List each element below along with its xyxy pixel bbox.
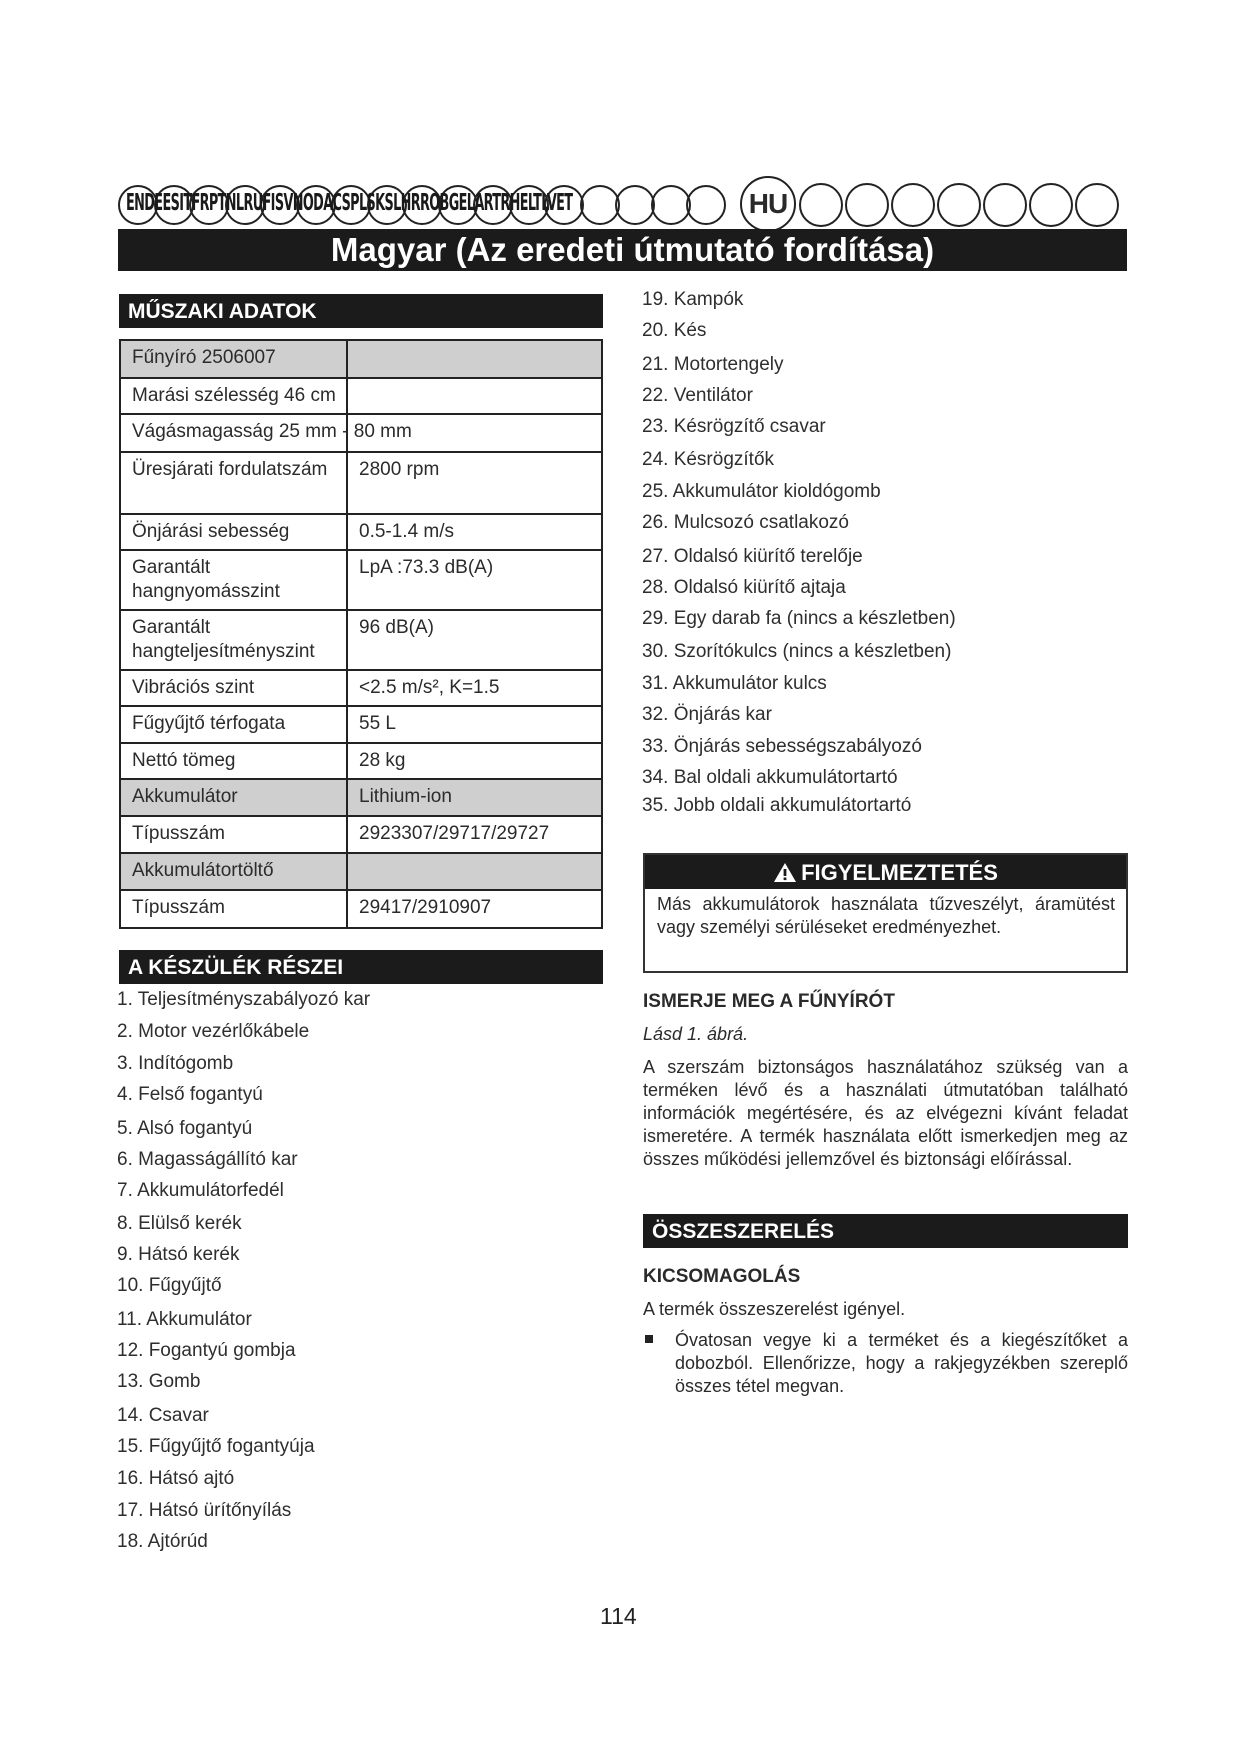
- spec-value: LpA :73.3 dB(A): [347, 550, 602, 610]
- list-item: 18. Ajtórúd: [117, 1531, 208, 1552]
- spec-value: [347, 378, 602, 414]
- list-item: 2. Motor vezérlőkábele: [117, 1021, 310, 1042]
- spec-label: Akkumulátortöltő: [120, 853, 347, 890]
- list-item: 17. Hátsó ürítőnyílás: [117, 1500, 292, 1521]
- spec-value: [347, 340, 602, 378]
- language-codes: ENDEESITFRPTNLRUFISVNODACSPLSKSLHRROBGELARTRHELTLVET: [126, 190, 573, 216]
- list-item: 26. Mulcsozó csatlakozó: [642, 512, 849, 533]
- list-item: 9. Hátsó kerék: [117, 1244, 240, 1265]
- list-item: 27. Oldalsó kiürítő terelője: [642, 546, 863, 567]
- language-circle: [651, 185, 691, 225]
- spec-row: [120, 890, 602, 928]
- warning-triangle-icon: [773, 862, 797, 883]
- list-item: 35. Jobb oldali akkumulátortartó: [642, 795, 912, 816]
- figure-reference: Lásd 1. ábrá.: [643, 1024, 749, 1044]
- spec-row: [120, 670, 602, 706]
- bullet-icon: [645, 1335, 653, 1343]
- language-bar: [118, 177, 1128, 229]
- list-item: 23. Késrögzítő csavar: [642, 416, 826, 437]
- spec-label: Önjárási sebesség: [120, 514, 347, 550]
- list-item: 19. Kampók: [642, 289, 744, 310]
- language-circle: [937, 183, 981, 227]
- spec-row: [120, 378, 602, 414]
- spec-value: 0.5-1.4 m/s: [347, 514, 602, 550]
- spec-value: 29417/2910907: [347, 890, 602, 928]
- spec-table: [119, 339, 603, 929]
- list-item: 33. Önjárás sebességszabályozó: [642, 736, 922, 757]
- spec-label: Garantált hangteljesítményszint: [120, 610, 347, 670]
- spec-row: [120, 816, 602, 853]
- spec-value: 28 kg: [347, 743, 602, 779]
- list-item: 24. Késrögzítők: [642, 449, 775, 470]
- spec-row: [120, 853, 602, 890]
- spec-value: Lithium-ion: [347, 779, 602, 816]
- spec-row: [120, 706, 602, 743]
- spec-row: [120, 414, 602, 452]
- know-mower-text: A szerszám biztonságos használatához szükség van a terméken lévő és a használati útmutatóban található információk megértésére, és az elvégezni kívánt feladat ismeretére. A termék használata előtt ismerkedjen meg az összes működési jellemzővel és biztonsági előírással.: [643, 1057, 1128, 1169]
- list-item: 4. Felső fogantyú: [117, 1084, 263, 1105]
- parts-heading: A KÉSZÜLÉK RÉSZEI: [119, 950, 603, 984]
- list-item: 29. Egy darab fa (nincs a készletben): [642, 608, 956, 629]
- list-item: 21. Motortengely: [642, 354, 784, 375]
- spec-value: <2.5 m/s², K=1.5: [347, 670, 602, 706]
- spec-value: 2923307/29717/29727: [347, 816, 602, 853]
- list-item: 10. Fűgyűjtő: [117, 1275, 222, 1296]
- list-item: 5. Alsó fogantyú: [117, 1118, 253, 1139]
- list-item: 7. Akkumulátorfedél: [117, 1180, 284, 1201]
- spec-value: [347, 853, 602, 890]
- list-item: 32. Önjárás kar: [642, 704, 772, 725]
- list-item: 30. Szorítókulcs (nincs a készletben): [642, 641, 952, 662]
- spec-label: Vibrációs szint: [120, 670, 347, 706]
- page-number: 114: [600, 1603, 637, 1629]
- warning-title: FIGYELMEZTETÉS: [801, 860, 998, 885]
- language-circle: [615, 185, 655, 225]
- language-active-hu: HU: [740, 176, 796, 232]
- list-item: 28. Oldalsó kiürítő ajtaja: [642, 577, 846, 598]
- warning-header: [645, 855, 1126, 889]
- warning-box: [643, 853, 1128, 973]
- language-circle: [891, 183, 935, 227]
- language-circle: [686, 185, 726, 225]
- spec-row: [120, 743, 602, 779]
- spec-label: Akkumulátor: [120, 779, 347, 816]
- list-item: 25. Akkumulátor kioldógomb: [642, 481, 881, 502]
- list-item: 1. Teljesítményszabályozó kar: [117, 989, 371, 1010]
- unpacking-heading: KICSOMAGOLÁS: [643, 1266, 801, 1287]
- language-circle: [983, 183, 1027, 227]
- spec-label: Garantált hangnyomásszint: [120, 550, 347, 610]
- list-item: 34. Bal oldali akkumulátortartó: [642, 767, 898, 788]
- spec-value: 2800 rpm: [347, 452, 602, 514]
- assembly-heading: ÖSSZESZERELÉS: [643, 1214, 1128, 1248]
- spec-label: Fűnyíró 2506007: [120, 340, 347, 378]
- spec-value: 96 dB(A): [347, 610, 602, 670]
- list-item: 3. Indítógomb: [117, 1053, 234, 1074]
- spec-row: [120, 779, 602, 816]
- list-item: 31. Akkumulátor kulcs: [642, 673, 827, 694]
- spec-label: Marási szélesség 46 cm: [120, 378, 347, 414]
- spec-label: Üresjárati fordulatszám: [120, 452, 347, 514]
- list-item: 11. Akkumulátor: [117, 1309, 252, 1330]
- spec-row: [120, 514, 602, 550]
- language-circle: [580, 185, 620, 225]
- spec-row: [120, 340, 602, 378]
- list-item: 20. Kés: [642, 320, 707, 341]
- spec-row: [120, 452, 602, 514]
- list-item: 12. Fogantyú gombja: [117, 1340, 296, 1361]
- list-item: 15. Fűgyűjtő fogantyúja: [117, 1436, 315, 1457]
- spec-label: Vágásmagasság 25 mm - 80 mm: [120, 414, 347, 452]
- list-item: 14. Csavar: [117, 1405, 209, 1426]
- list-item: 22. Ventilátor: [642, 385, 753, 406]
- spec-label: Fűgyűjtő térfogata: [120, 706, 347, 743]
- list-item: 13. Gomb: [117, 1371, 201, 1392]
- spec-label: Nettó tömeg: [120, 743, 347, 779]
- spec-label: Típusszám: [120, 816, 347, 853]
- assembly-bullet-text: Óvatosan vegye ki a terméket és a kiegészítőket a dobozból. Ellenőrizze, hogy a rakjegyzékben szereplő összes tétel megvan.: [675, 1330, 1128, 1396]
- list-item: 6. Magasságállító kar: [117, 1149, 298, 1170]
- assembly-intro: A termék összeszerelést igényel.: [643, 1299, 906, 1319]
- language-circle: [845, 183, 889, 227]
- spec-row: [120, 610, 602, 670]
- spec-label: Típusszám: [120, 890, 347, 928]
- technical-data-heading: MŰSZAKI ADATOK: [119, 294, 603, 328]
- language-circle: [799, 183, 843, 227]
- page-title: Magyar (Az eredeti útmutató fordítása): [118, 229, 1127, 271]
- warning-text: Más akkumulátorok használata tűzveszélyt, áramütést vagy személyi sérüléseket eredményezhet.: [657, 894, 1115, 937]
- know-mower-heading: ISMERJE MEG A FŰNYÍRÓT: [643, 991, 895, 1012]
- list-item: 16. Hátsó ajtó: [117, 1468, 235, 1489]
- list-item: 8. Elülső kerék: [117, 1213, 242, 1234]
- language-circle: [1029, 183, 1073, 227]
- spec-row: [120, 550, 602, 610]
- language-circle: [1075, 183, 1119, 227]
- spec-value: 55 L: [347, 706, 602, 743]
